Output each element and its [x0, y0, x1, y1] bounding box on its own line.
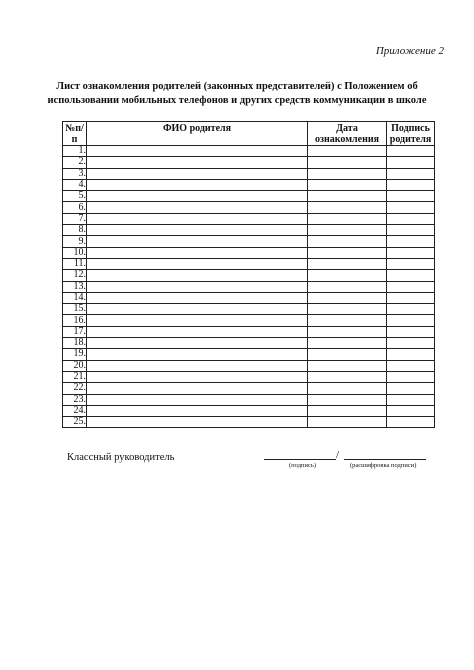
header-parent-name: ФИО родителя — [87, 122, 308, 146]
table-row — [63, 270, 435, 281]
table-row — [63, 338, 435, 349]
row-date-cell — [308, 326, 387, 337]
row-number: 21. — [63, 371, 87, 382]
row-date-cell — [308, 360, 387, 371]
row-number: 25. — [63, 417, 87, 428]
table-row — [63, 213, 435, 224]
table-row — [63, 247, 435, 258]
row-signature-cell — [387, 394, 435, 405]
row-number: 10. — [63, 247, 87, 258]
row-signature-cell — [387, 168, 435, 179]
table-row — [63, 168, 435, 179]
row-parent-name-cell — [87, 146, 308, 157]
table-row — [63, 258, 435, 269]
document-title-line-2: использовании мобильных телефонов и других средств коммуникации в школе — [47, 95, 427, 106]
row-number: 13. — [63, 281, 87, 292]
table-row — [63, 360, 435, 371]
signature-decoding-line — [344, 459, 426, 460]
row-number: 8. — [63, 225, 87, 236]
row-number: 18. — [63, 338, 87, 349]
table-row — [63, 225, 435, 236]
signature-caption: (подпись) — [289, 462, 316, 469]
row-date-cell — [308, 281, 387, 292]
row-date-cell — [308, 225, 387, 236]
row-signature-cell — [387, 405, 435, 416]
row-parent-name-cell — [87, 405, 308, 416]
row-signature-cell — [387, 417, 435, 428]
row-parent-name-cell — [87, 202, 308, 213]
signature-decoding-caption: (расшифровка подписи) — [350, 462, 417, 469]
row-number: 17. — [63, 326, 87, 337]
row-date-cell — [308, 247, 387, 258]
row-signature-cell — [387, 247, 435, 258]
row-date-cell — [308, 258, 387, 269]
row-signature-cell — [387, 191, 435, 202]
row-date-cell — [308, 371, 387, 382]
header-number: №п/п — [63, 122, 87, 146]
row-date-cell — [308, 213, 387, 224]
row-parent-name-cell — [87, 349, 308, 360]
row-signature-cell — [387, 157, 435, 168]
row-parent-name-cell — [87, 315, 308, 326]
row-signature-cell — [387, 213, 435, 224]
row-number: 23. — [63, 394, 87, 405]
document-title — [40, 80, 434, 108]
row-signature-cell — [387, 360, 435, 371]
row-parent-name-cell — [87, 360, 308, 371]
row-date-cell — [308, 146, 387, 157]
table-row — [63, 394, 435, 405]
row-date-cell — [308, 179, 387, 190]
table-row — [63, 371, 435, 382]
row-parent-name-cell — [87, 213, 308, 224]
signature-separator: / — [336, 449, 340, 461]
row-date-cell — [308, 383, 387, 394]
row-parent-name-cell — [87, 281, 308, 292]
row-parent-name-cell — [87, 258, 308, 269]
table-row — [63, 349, 435, 360]
row-parent-name-cell — [87, 304, 308, 315]
row-number: 5. — [63, 191, 87, 202]
document-title-line-1: Лист ознакомления родителей (законных представителей) с Положением об — [56, 81, 418, 92]
row-date-cell — [308, 202, 387, 213]
row-signature-cell — [387, 292, 435, 303]
row-date-cell — [308, 349, 387, 360]
class-teacher-label: Классный руководитель — [67, 452, 175, 463]
row-number: 9. — [63, 236, 87, 247]
row-parent-name-cell — [87, 394, 308, 405]
row-date-cell — [308, 168, 387, 179]
row-signature-cell — [387, 304, 435, 315]
table-row — [63, 383, 435, 394]
row-parent-name-cell — [87, 157, 308, 168]
table-row — [63, 179, 435, 190]
row-parent-name-cell — [87, 417, 308, 428]
row-signature-cell — [387, 179, 435, 190]
header-date: Дата ознакомления — [308, 122, 387, 146]
row-signature-cell — [387, 281, 435, 292]
row-signature-cell — [387, 236, 435, 247]
header-signature: Подпись родителя — [387, 122, 435, 146]
row-parent-name-cell — [87, 247, 308, 258]
table-row — [63, 326, 435, 337]
table-row — [63, 281, 435, 292]
table-header-row — [63, 122, 435, 146]
row-signature-cell — [387, 349, 435, 360]
row-signature-cell — [387, 202, 435, 213]
row-parent-name-cell — [87, 236, 308, 247]
row-date-cell — [308, 417, 387, 428]
row-date-cell — [308, 338, 387, 349]
row-date-cell — [308, 270, 387, 281]
row-signature-cell — [387, 258, 435, 269]
row-number: 20. — [63, 360, 87, 371]
row-parent-name-cell — [87, 225, 308, 236]
row-parent-name-cell — [87, 168, 308, 179]
signature-line — [264, 459, 336, 460]
row-signature-cell — [387, 326, 435, 337]
appendix-label: Приложение 2 — [375, 45, 444, 57]
row-signature-cell — [387, 371, 435, 382]
row-number: 6. — [63, 202, 87, 213]
row-number: 15. — [63, 304, 87, 315]
table-row — [63, 146, 435, 157]
table-row — [63, 191, 435, 202]
row-date-cell — [308, 304, 387, 315]
table-body — [63, 146, 435, 428]
row-parent-name-cell — [87, 179, 308, 190]
row-date-cell — [308, 157, 387, 168]
table-row — [63, 315, 435, 326]
row-date-cell — [308, 315, 387, 326]
table-row — [63, 405, 435, 416]
row-number: 1. — [63, 146, 87, 157]
acknowledgement-table — [62, 121, 435, 428]
table-row — [63, 157, 435, 168]
table-row — [63, 202, 435, 213]
row-number: 16. — [63, 315, 87, 326]
row-parent-name-cell — [87, 270, 308, 281]
row-number: 12. — [63, 270, 87, 281]
row-parent-name-cell — [87, 338, 308, 349]
row-number: 3. — [63, 168, 87, 179]
row-parent-name-cell — [87, 371, 308, 382]
table-row — [63, 236, 435, 247]
row-date-cell — [308, 191, 387, 202]
row-parent-name-cell — [87, 383, 308, 394]
row-signature-cell — [387, 315, 435, 326]
row-parent-name-cell — [87, 326, 308, 337]
table-row — [63, 304, 435, 315]
row-number: 4. — [63, 179, 87, 190]
row-date-cell — [308, 236, 387, 247]
row-parent-name-cell — [87, 292, 308, 303]
row-signature-cell — [387, 225, 435, 236]
table-row — [63, 292, 435, 303]
row-number: 2. — [63, 157, 87, 168]
row-number: 24. — [63, 405, 87, 416]
row-signature-cell — [387, 383, 435, 394]
row-number: 22. — [63, 383, 87, 394]
row-date-cell — [308, 405, 387, 416]
row-signature-cell — [387, 338, 435, 349]
row-date-cell — [308, 394, 387, 405]
row-number: 14. — [63, 292, 87, 303]
row-number: 7. — [63, 213, 87, 224]
row-number: 11. — [63, 258, 87, 269]
row-parent-name-cell — [87, 191, 308, 202]
row-signature-cell — [387, 270, 435, 281]
row-number: 19. — [63, 349, 87, 360]
row-date-cell — [308, 292, 387, 303]
table-row — [63, 417, 435, 428]
row-signature-cell — [387, 146, 435, 157]
